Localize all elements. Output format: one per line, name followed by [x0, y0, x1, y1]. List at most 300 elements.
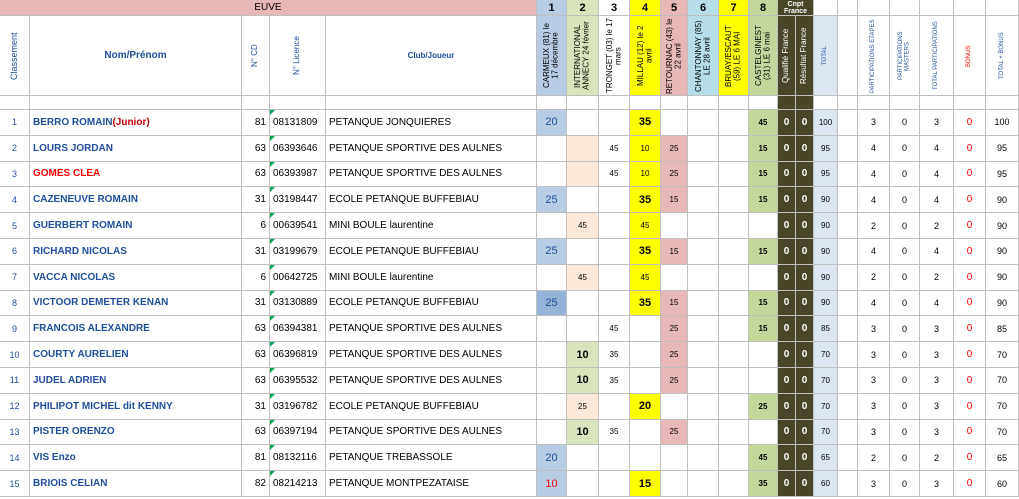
spacer-cell[interactable]	[838, 213, 858, 239]
stage-6-points[interactable]	[688, 187, 719, 213]
total-part-cell[interactable]: 2	[920, 213, 954, 239]
total-part-cell[interactable]: 4	[920, 239, 954, 265]
header-stage-3[interactable]	[599, 16, 630, 96]
header-nom[interactable]: Nom/Prénom	[30, 16, 242, 96]
stage-8-points[interactable]	[749, 342, 778, 368]
name-cell[interactable]	[30, 342, 242, 368]
part-etapes-cell[interactable]: 4	[858, 187, 890, 213]
blank-cell[interactable]	[954, 96, 986, 110]
header-spacer[interactable]	[838, 16, 858, 96]
part-masters-cell[interactable]: 0	[890, 239, 920, 265]
name-cell[interactable]	[30, 316, 242, 342]
header-cd[interactable]	[242, 16, 270, 96]
stage-6-points[interactable]	[688, 213, 719, 239]
total-cell[interactable]: 100	[814, 110, 838, 136]
stage-8-points[interactable]: 15	[749, 239, 778, 265]
cd-cell[interactable]: 81	[242, 445, 270, 471]
stage-3-points[interactable]	[599, 110, 630, 136]
blank-cell[interactable]	[814, 96, 838, 110]
bonus-cell[interactable]: 0	[954, 239, 986, 265]
stage-1-points[interactable]	[537, 213, 567, 239]
stage-1-points[interactable]: 25	[537, 239, 567, 265]
header-bonus[interactable]	[954, 16, 986, 96]
stage-7-points[interactable]	[719, 187, 749, 213]
stage-2-points[interactable]	[567, 162, 599, 188]
stage-4-points[interactable]: 35	[630, 110, 661, 136]
licence-cell[interactable]: 03196782	[270, 394, 326, 420]
rank-cell[interactable]: 2	[0, 136, 30, 162]
name-cell[interactable]	[30, 394, 242, 420]
licence-cell[interactable]: 06396819	[270, 342, 326, 368]
stage-6-points[interactable]	[688, 316, 719, 342]
stage-2-points[interactable]	[567, 445, 599, 471]
stage-5-points[interactable]	[661, 471, 688, 497]
stage-3-points[interactable]	[599, 187, 630, 213]
club-cell[interactable]: ECOLE PETANQUE BUFFEBIAU	[326, 239, 537, 265]
spacer-cell[interactable]	[838, 110, 858, 136]
name-cell[interactable]	[30, 213, 242, 239]
header-classement[interactable]	[0, 16, 30, 96]
total-cell[interactable]: 70	[814, 368, 838, 394]
total-part-cell[interactable]: 3	[920, 110, 954, 136]
blank-cell[interactable]	[796, 96, 814, 110]
total-bonus-cell[interactable]: 90	[986, 291, 1019, 317]
stage-number-1[interactable]: 1	[537, 0, 567, 16]
stage-7-points[interactable]	[719, 394, 749, 420]
blank-cell[interactable]	[890, 96, 920, 110]
header-stage-1[interactable]	[537, 16, 567, 96]
resultat-cell[interactable]: 0	[796, 394, 814, 420]
stage-1-points[interactable]: 25	[537, 291, 567, 317]
rank-cell[interactable]: 10	[0, 342, 30, 368]
bonus-cell[interactable]: 0	[954, 316, 986, 342]
licence-cell[interactable]: 06397194	[270, 420, 326, 446]
qualifie-cell[interactable]: 0	[778, 394, 796, 420]
club-cell[interactable]: MINI BOULE laurentine	[326, 213, 537, 239]
stage-1-points[interactable]	[537, 368, 567, 394]
stage-6-points[interactable]	[688, 162, 719, 188]
stage-3-points[interactable]: 45	[599, 136, 630, 162]
stage-8-points[interactable]: 15	[749, 316, 778, 342]
bonus-cell[interactable]: 0	[954, 136, 986, 162]
licence-cell[interactable]: 00642725	[270, 265, 326, 291]
bonus-cell[interactable]: 0	[954, 342, 986, 368]
stage-4-points[interactable]	[630, 316, 661, 342]
part-etapes-cell[interactable]: 3	[858, 110, 890, 136]
resultat-cell[interactable]: 0	[796, 213, 814, 239]
stage-4-points[interactable]	[630, 342, 661, 368]
total-bonus-cell[interactable]: 90	[986, 213, 1019, 239]
stage-3-points[interactable]	[599, 213, 630, 239]
part-etapes-cell[interactable]: 3	[858, 471, 890, 497]
bonus-cell[interactable]: 0	[954, 162, 986, 188]
rank-cell[interactable]: 7	[0, 265, 30, 291]
rank-cell[interactable]: 6	[0, 239, 30, 265]
blank-cell[interactable]	[719, 96, 749, 110]
cd-cell[interactable]: 63	[242, 368, 270, 394]
blank-cell[interactable]	[688, 96, 719, 110]
rank-cell[interactable]: 4	[0, 187, 30, 213]
rank-cell[interactable]: 1	[0, 110, 30, 136]
total-bonus-cell[interactable]: 95	[986, 136, 1019, 162]
part-masters-cell[interactable]: 0	[890, 136, 920, 162]
cd-cell[interactable]: 31	[242, 187, 270, 213]
resultat-cell[interactable]: 0	[796, 471, 814, 497]
cd-cell[interactable]: 63	[242, 162, 270, 188]
rank-cell[interactable]: 12	[0, 394, 30, 420]
rank-cell[interactable]: 14	[0, 445, 30, 471]
stage-4-points[interactable]	[630, 368, 661, 394]
blank-cell[interactable]	[858, 96, 890, 110]
rank-cell[interactable]: 5	[0, 213, 30, 239]
cd-cell[interactable]: 63	[242, 136, 270, 162]
part-masters-cell[interactable]: 0	[890, 471, 920, 497]
stage-2-points[interactable]	[567, 110, 599, 136]
stage-1-points[interactable]	[537, 316, 567, 342]
blank-cell[interactable]	[661, 96, 688, 110]
total-cell[interactable]: 90	[814, 291, 838, 317]
bonus-cell[interactable]: 0	[954, 445, 986, 471]
blank-cell[interactable]	[599, 96, 630, 110]
stage-3-points[interactable]	[599, 265, 630, 291]
stage-4-points[interactable]: 35	[630, 239, 661, 265]
blank-cell[interactable]	[242, 96, 270, 110]
stage-4-points[interactable]	[630, 445, 661, 471]
stage-5-points[interactable]: 25	[661, 420, 688, 446]
stage-6-points[interactable]	[688, 239, 719, 265]
stage-1-points[interactable]	[537, 342, 567, 368]
stage-2-points[interactable]: 10	[567, 368, 599, 394]
club-cell[interactable]: PETANQUE SPORTIVE DES AULNES	[326, 316, 537, 342]
part-masters-cell[interactable]: 0	[890, 445, 920, 471]
total-part-cell[interactable]: 4	[920, 162, 954, 188]
top-empty[interactable]	[838, 0, 858, 16]
header-part-etapes[interactable]	[858, 16, 890, 96]
total-bonus-cell[interactable]: 90	[986, 239, 1019, 265]
top-empty[interactable]	[814, 0, 838, 16]
header-licence[interactable]	[270, 16, 326, 96]
licence-cell[interactable]: 06395532	[270, 368, 326, 394]
stage-7-points[interactable]	[719, 420, 749, 446]
resultat-cell[interactable]: 0	[796, 187, 814, 213]
stage-number-6[interactable]: 6	[688, 0, 719, 16]
blank-cell[interactable]	[838, 96, 858, 110]
cd-cell[interactable]: 31	[242, 239, 270, 265]
licence-cell[interactable]: 03130889	[270, 291, 326, 317]
rank-cell[interactable]: 9	[0, 316, 30, 342]
part-etapes-cell[interactable]: 3	[858, 316, 890, 342]
part-etapes-cell[interactable]: 2	[858, 445, 890, 471]
header-qualifie[interactable]	[778, 16, 796, 96]
stage-5-points[interactable]: 25	[661, 316, 688, 342]
part-etapes-cell[interactable]: 4	[858, 239, 890, 265]
bonus-cell[interactable]: 0	[954, 291, 986, 317]
stage-6-points[interactable]	[688, 291, 719, 317]
qualifie-cell[interactable]: 0	[778, 471, 796, 497]
spacer-cell[interactable]	[838, 316, 858, 342]
club-cell[interactable]: ECOLE PETANQUE BUFFEBIAU	[326, 394, 537, 420]
name-cell[interactable]	[30, 445, 242, 471]
club-cell[interactable]: ECOLE PETANQUE BUFFEBIAU	[326, 291, 537, 317]
cd-cell[interactable]: 63	[242, 342, 270, 368]
blank-cell[interactable]	[537, 96, 567, 110]
stage-3-points[interactable]: 35	[599, 342, 630, 368]
stage-8-points[interactable]: 45	[749, 445, 778, 471]
spacer-cell[interactable]	[838, 136, 858, 162]
part-masters-cell[interactable]: 0	[890, 162, 920, 188]
title-cell[interactable]: EUVE	[0, 0, 537, 16]
stage-number-4[interactable]: 4	[630, 0, 661, 16]
stage-5-points[interactable]	[661, 445, 688, 471]
header-total-bonus[interactable]	[986, 16, 1019, 96]
stage-5-points[interactable]: 15	[661, 239, 688, 265]
stage-4-points[interactable]: 45	[630, 213, 661, 239]
stage-number-2[interactable]: 2	[567, 0, 599, 16]
stage-8-points[interactable]: 15	[749, 187, 778, 213]
club-cell[interactable]: PETANQUE TREBASSOLE	[326, 445, 537, 471]
part-etapes-cell[interactable]: 4	[858, 291, 890, 317]
blank-cell[interactable]	[567, 96, 599, 110]
stage-2-points[interactable]	[567, 316, 599, 342]
licence-cell[interactable]: 08131809	[270, 110, 326, 136]
resultat-cell[interactable]: 0	[796, 445, 814, 471]
stage-4-points[interactable]: 10	[630, 136, 661, 162]
name-cell[interactable]	[30, 187, 242, 213]
part-etapes-cell[interactable]: 2	[858, 213, 890, 239]
qualifie-cell[interactable]: 0	[778, 445, 796, 471]
qualifie-cell[interactable]: 0	[778, 368, 796, 394]
spacer-cell[interactable]	[838, 368, 858, 394]
name-cell[interactable]	[30, 239, 242, 265]
stage-8-points[interactable]: 15	[749, 136, 778, 162]
total-part-cell[interactable]: 3	[920, 316, 954, 342]
cd-cell[interactable]: 63	[242, 316, 270, 342]
resultat-cell[interactable]: 0	[796, 420, 814, 446]
qualifie-cell[interactable]: 0	[778, 265, 796, 291]
qualifie-cell[interactable]: 0	[778, 162, 796, 188]
stage-7-points[interactable]	[719, 316, 749, 342]
header-stage-2[interactable]	[567, 16, 599, 96]
name-cell[interactable]	[30, 265, 242, 291]
stage-6-points[interactable]	[688, 394, 719, 420]
stage-4-points[interactable]: 35	[630, 187, 661, 213]
header-resultat[interactable]	[796, 16, 814, 96]
qualifie-cell[interactable]: 0	[778, 136, 796, 162]
part-etapes-cell[interactable]: 2	[858, 265, 890, 291]
total-part-cell[interactable]: 3	[920, 394, 954, 420]
total-cell[interactable]: 85	[814, 316, 838, 342]
stage-3-points[interactable]: 45	[599, 162, 630, 188]
cd-cell[interactable]: 31	[242, 394, 270, 420]
resultat-cell[interactable]: 0	[796, 136, 814, 162]
total-cell[interactable]: 90	[814, 265, 838, 291]
stage-8-points[interactable]: 15	[749, 162, 778, 188]
stage-8-points[interactable]	[749, 368, 778, 394]
part-etapes-cell[interactable]: 3	[858, 368, 890, 394]
total-cell[interactable]: 65	[814, 445, 838, 471]
part-masters-cell[interactable]: 0	[890, 265, 920, 291]
stage-7-points[interactable]	[719, 445, 749, 471]
club-cell[interactable]: PETANQUE JONQUIERES	[326, 110, 537, 136]
club-cell[interactable]: MINI BOULE laurentine	[326, 265, 537, 291]
stage-8-points[interactable]: 25	[749, 394, 778, 420]
stage-5-points[interactable]	[661, 213, 688, 239]
header-stage-6[interactable]	[688, 16, 719, 96]
stage-1-points[interactable]	[537, 136, 567, 162]
resultat-cell[interactable]: 0	[796, 265, 814, 291]
club-cell[interactable]: ECOLE PETANQUE BUFFEBIAU	[326, 187, 537, 213]
stage-1-points[interactable]	[537, 394, 567, 420]
stage-1-points[interactable]	[537, 265, 567, 291]
stage-6-points[interactable]	[688, 265, 719, 291]
blank-cell[interactable]	[749, 96, 778, 110]
stage-2-points[interactable]	[567, 136, 599, 162]
stage-7-points[interactable]	[719, 471, 749, 497]
cd-cell[interactable]: 6	[242, 265, 270, 291]
stage-number-7[interactable]: 7	[719, 0, 749, 16]
total-bonus-cell[interactable]: 70	[986, 368, 1019, 394]
name-cell[interactable]	[30, 368, 242, 394]
stage-7-points[interactable]	[719, 291, 749, 317]
stage-7-points[interactable]	[719, 110, 749, 136]
stage-2-points[interactable]	[567, 239, 599, 265]
licence-cell[interactable]: 06393987	[270, 162, 326, 188]
club-cell[interactable]: PETANQUE SPORTIVE DES AULNES	[326, 342, 537, 368]
total-cell[interactable]: 70	[814, 420, 838, 446]
spacer-cell[interactable]	[838, 265, 858, 291]
bonus-cell[interactable]: 0	[954, 471, 986, 497]
spacer-cell[interactable]	[838, 420, 858, 446]
total-cell[interactable]: 90	[814, 213, 838, 239]
total-bonus-cell[interactable]: 85	[986, 316, 1019, 342]
licence-cell[interactable]: 08132116	[270, 445, 326, 471]
total-part-cell[interactable]: 3	[920, 368, 954, 394]
qualifie-cell[interactable]: 0	[778, 187, 796, 213]
total-bonus-cell[interactable]: 70	[986, 420, 1019, 446]
name-cell[interactable]	[30, 110, 242, 136]
stage-6-points[interactable]	[688, 342, 719, 368]
stage-3-points[interactable]	[599, 239, 630, 265]
total-part-cell[interactable]: 2	[920, 265, 954, 291]
resultat-cell[interactable]: 0	[796, 239, 814, 265]
total-cell[interactable]: 95	[814, 136, 838, 162]
stage-7-points[interactable]	[719, 368, 749, 394]
stage-3-points[interactable]	[599, 471, 630, 497]
qualifie-cell[interactable]: 0	[778, 316, 796, 342]
resultat-cell[interactable]: 0	[796, 368, 814, 394]
stage-1-points[interactable]: 20	[537, 445, 567, 471]
club-cell[interactable]: PETANQUE SPORTIVE DES AULNES	[326, 420, 537, 446]
blank-cell[interactable]	[30, 96, 242, 110]
total-cell[interactable]: 95	[814, 162, 838, 188]
stage-4-points[interactable]: 15	[630, 471, 661, 497]
total-part-cell[interactable]: 3	[920, 420, 954, 446]
bonus-cell[interactable]: 0	[954, 368, 986, 394]
header-total-part[interactable]	[920, 16, 954, 96]
licence-cell[interactable]: 08214213	[270, 471, 326, 497]
cd-cell[interactable]: 63	[242, 420, 270, 446]
spacer-cell[interactable]	[838, 445, 858, 471]
stage-6-points[interactable]	[688, 420, 719, 446]
blank-cell[interactable]	[0, 96, 30, 110]
resultat-cell[interactable]: 0	[796, 342, 814, 368]
top-empty[interactable]	[954, 0, 986, 16]
total-cell[interactable]: 90	[814, 187, 838, 213]
name-cell[interactable]	[30, 420, 242, 446]
part-etapes-cell[interactable]: 4	[858, 136, 890, 162]
total-cell[interactable]: 60	[814, 471, 838, 497]
resultat-cell[interactable]: 0	[796, 316, 814, 342]
total-bonus-cell[interactable]: 95	[986, 162, 1019, 188]
stage-2-points[interactable]: 10	[567, 342, 599, 368]
stage-1-points[interactable]: 20	[537, 110, 567, 136]
rank-cell[interactable]: 11	[0, 368, 30, 394]
stage-6-points[interactable]	[688, 471, 719, 497]
part-masters-cell[interactable]: 0	[890, 187, 920, 213]
stage-8-points[interactable]: 45	[749, 110, 778, 136]
club-cell[interactable]: PETANQUE SPORTIVE DES AULNES	[326, 368, 537, 394]
blank-cell[interactable]	[986, 96, 1019, 110]
stage-5-points[interactable]: 25	[661, 342, 688, 368]
part-etapes-cell[interactable]: 3	[858, 394, 890, 420]
part-masters-cell[interactable]: 0	[890, 316, 920, 342]
part-masters-cell[interactable]: 0	[890, 291, 920, 317]
stage-4-points[interactable]	[630, 420, 661, 446]
total-part-cell[interactable]: 3	[920, 342, 954, 368]
licence-cell[interactable]: 06393646	[270, 136, 326, 162]
cd-cell[interactable]: 6	[242, 213, 270, 239]
stage-5-points[interactable]	[661, 265, 688, 291]
qualifie-cell[interactable]: 0	[778, 291, 796, 317]
total-cell[interactable]: 90	[814, 239, 838, 265]
total-part-cell[interactable]: 3	[920, 471, 954, 497]
total-cell[interactable]: 70	[814, 342, 838, 368]
stage-3-points[interactable]	[599, 445, 630, 471]
stage-number-3[interactable]: 3	[599, 0, 630, 16]
total-cell[interactable]: 70	[814, 394, 838, 420]
stage-4-points[interactable]: 10	[630, 162, 661, 188]
bonus-cell[interactable]: 0	[954, 187, 986, 213]
club-cell[interactable]: PETANQUE MONTPEZATAISE	[326, 471, 537, 497]
stage-7-points[interactable]	[719, 239, 749, 265]
resultat-cell[interactable]: 0	[796, 110, 814, 136]
stage-3-points[interactable]: 35	[599, 420, 630, 446]
header-stage-8[interactable]	[749, 16, 778, 96]
total-bonus-cell[interactable]: 60	[986, 471, 1019, 497]
stage-2-points[interactable]: 10	[567, 420, 599, 446]
total-part-cell[interactable]: 4	[920, 136, 954, 162]
stage-8-points[interactable]	[749, 213, 778, 239]
stage-8-points[interactable]: 35	[749, 471, 778, 497]
name-cell[interactable]	[30, 291, 242, 317]
qualifie-cell[interactable]: 0	[778, 420, 796, 446]
part-masters-cell[interactable]: 0	[890, 110, 920, 136]
licence-cell[interactable]: 06394381	[270, 316, 326, 342]
resultat-cell[interactable]: 0	[796, 162, 814, 188]
rank-cell[interactable]: 8	[0, 291, 30, 317]
stage-5-points[interactable]: 25	[661, 368, 688, 394]
header-stage-4[interactable]	[630, 16, 661, 96]
stage-4-points[interactable]: 45	[630, 265, 661, 291]
part-etapes-cell[interactable]: 3	[858, 342, 890, 368]
stage-2-points[interactable]: 25	[567, 394, 599, 420]
part-etapes-cell[interactable]: 4	[858, 162, 890, 188]
part-etapes-cell[interactable]: 3	[858, 420, 890, 446]
bonus-cell[interactable]: 0	[954, 110, 986, 136]
stage-3-points[interactable]: 35	[599, 368, 630, 394]
part-masters-cell[interactable]: 0	[890, 368, 920, 394]
header-total[interactable]	[814, 16, 838, 96]
